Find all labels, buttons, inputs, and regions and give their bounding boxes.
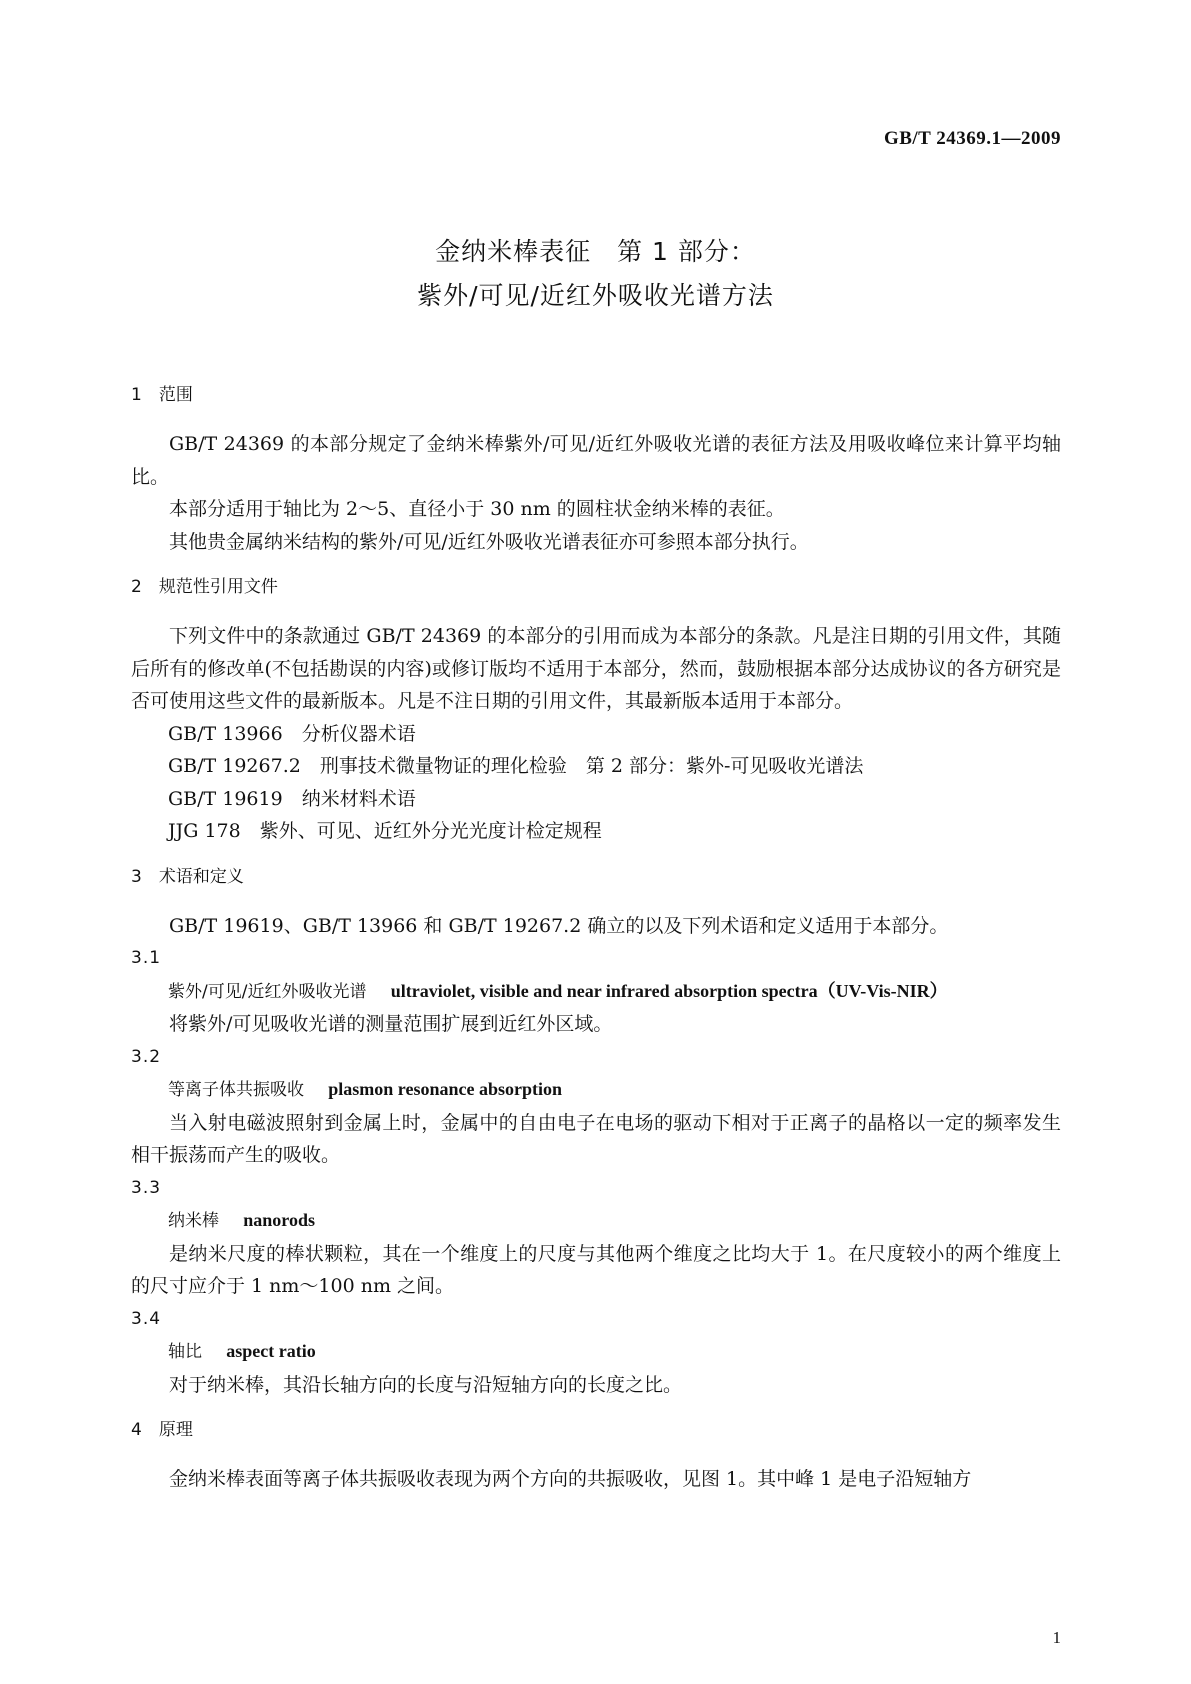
section-1-paragraph-1: GB/T 24369 的本部分规定了金纳米棒紫外/可见/近红外吸收光谱的表征方法及用吸收峰位来计算平均轴比。: [131, 433, 1061, 488]
title-line-2: 紫外/可见/近红外吸收光谱方法: [417, 281, 774, 310]
term-definition: 对于纳米棒，其沿长轴方向的长度与沿短轴方向的长度之比。: [169, 1373, 683, 1396]
term-zh: 等离子体共振吸收: [168, 1080, 304, 1100]
title-line-1: 金纳米棒表征 第 1 部分：: [435, 237, 756, 266]
document-title: [0, 230, 1191, 318]
term-definition: 将紫外/可见吸收光谱的测量范围扩展到近红外区域。: [169, 1013, 613, 1035]
reference-item: JJG 178 紫外、可见、近红外分光光度计检定规程: [168, 820, 602, 842]
standard-code: GB/T 24369.1—2009: [883, 128, 1061, 149]
section-1-heading: 1 范围: [131, 385, 193, 405]
term-number: 3.3: [131, 1177, 162, 1198]
term-zh: 轴比: [168, 1342, 202, 1362]
term-en: aspect ratio: [226, 1341, 316, 1361]
page-number: 1: [1052, 1628, 1061, 1647]
term-en: plasmon resonance absorption: [328, 1079, 562, 1099]
section-4-heading: 4 原理: [131, 1420, 193, 1440]
term-en: nanorods: [243, 1210, 315, 1230]
section-2-paragraph-1: 下列文件中的条款通过 GB/T 24369 的本部分的引用而成为本部分的条款。凡是注日期的引用文件，其随后所有的修改单(不包括勘误的内容)或修订版均不适用于本部分，然而，鼓励根据本部分达成协议的各方研究是否可使用这些文件的最新版本。凡是不注日期的引用文件，其最新版本适用于本部分。: [131, 625, 1061, 712]
term-definition: 当入射电磁波照射到金属上时，金属中的自由电子在电场的驱动下相对于正离子的晶格以一定的频率发生相干振荡而产生的吸收。: [131, 1111, 1061, 1166]
term-definition: 是纳米尺度的棒状颗粒，其在一个维度上的尺度与其他两个维度之比均大于 1。在尺度较小的两个维度上的尺寸应介于 1 nm～100 nm 之间。: [131, 1242, 1061, 1297]
term-number: 3.1: [131, 948, 162, 968]
section-1-paragraph-3: 其他贵金属纳米结构的紫外/可见/近红外吸收光谱表征亦可参照本部分执行。: [169, 530, 809, 553]
term-en: ultraviolet, visible and near infrared absorption spectra（UV-Vis-NIR）: [390, 980, 948, 1001]
reference-item: GB/T 19619 纳米材料术语: [168, 787, 416, 810]
term-number: 3.4: [131, 1308, 162, 1329]
section-2-heading: 2 规范性引用文件: [131, 577, 278, 597]
document-body: [131, 380, 1061, 1496]
reference-item: GB/T 13966 分析仪器术语: [168, 722, 416, 745]
term-zh: 紫外/可见/近红外吸收光谱: [168, 981, 367, 1002]
section-3-paragraph-1: GB/T 19619、GB/T 13966 和 GB/T 19267.2 确立的以及下列术语和定义适用于本部分。: [169, 914, 949, 937]
term-number: 3.2: [131, 1046, 162, 1067]
section-3-heading: 3 术语和定义: [131, 866, 244, 887]
reference-item: GB/T 19267.2 刑事技术微量物证的理化检验 第 2 部分：紫外-可见吸收光谱法: [168, 755, 864, 777]
term-heading: [131, 1204, 1061, 1238]
section-4-paragraph-1: 金纳米棒表面等离子体共振吸收表现为两个方向的共振吸收，见图 1。其中峰 1 是电子沿短轴方: [169, 1468, 972, 1490]
term-heading: [131, 1335, 1061, 1369]
section-1-paragraph-2: 本部分适用于轴比为 2～5、直径小于 30 nm 的圆柱状金纳米棒的表征。: [169, 498, 785, 520]
term-heading: [131, 1073, 1061, 1107]
term-zh: 纳米棒: [168, 1211, 219, 1231]
term-heading: [131, 975, 1061, 1009]
